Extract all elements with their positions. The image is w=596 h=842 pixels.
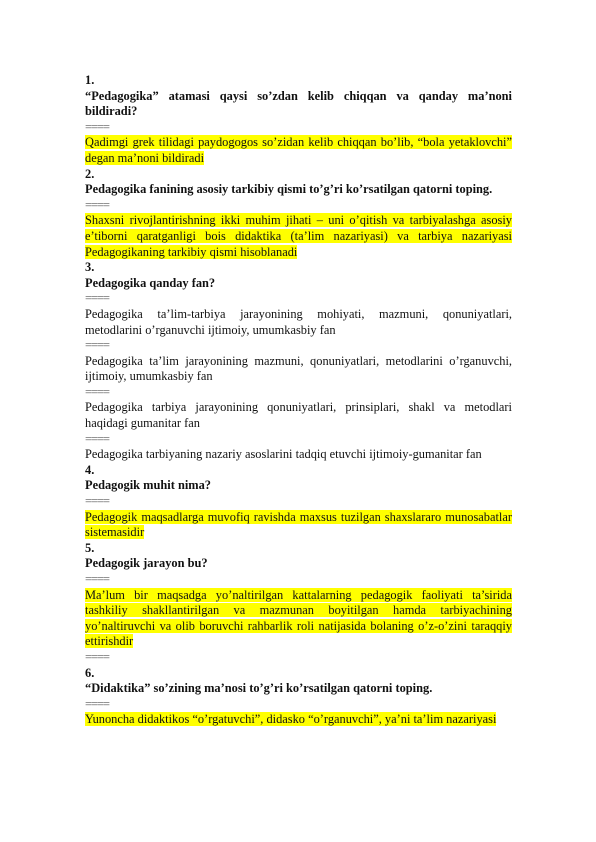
question-text: “Pedagogika” atamasi qaysi so’zdan kelib chiqqan va qanday ma’noni bildiradi? (85, 88, 512, 119)
separator: ==== (85, 572, 109, 586)
separator: ==== (85, 338, 109, 353)
answer-option: Pedagogika ta’lim-tarbiya jarayonining mohiyati, mazmuni, qonuniyatlari, metodlarini o’rganuvchi ijtimoiy, umumkasbiy fan (85, 306, 512, 337)
question-number: 1. (85, 73, 95, 87)
question-block (85, 167, 512, 261)
separator: ==== (85, 696, 109, 711)
separator: ==== (85, 197, 109, 212)
answer-option-correct (85, 510, 512, 541)
question-block (85, 260, 512, 463)
question-text: Pedagogika fanining asosiy tarkibiy qismi to’g’ri ko’rsatilgan qatorni toping. (85, 182, 493, 197)
answer-text: Qadimgi grek tilidagi paydogogos so’zidan kelib chiqqan bo’lib, “bola yetaklovchi” degan ma’noni bildiradi (85, 135, 512, 165)
separator: ==== (85, 291, 109, 306)
separator: ==== (85, 494, 109, 509)
answer-text: Yunoncha didaktikos “o’rgatuvchi”, didasko “o’rganuvchi”, ya’ni ta’lim nazariyasi (85, 712, 497, 727)
separator: ==== (85, 649, 109, 664)
question-block (85, 666, 512, 728)
question-block (85, 73, 512, 167)
question-text: Pedagogik muhit nima? (85, 478, 211, 493)
question-number: 4. (85, 462, 95, 477)
answer-option-correct (85, 213, 512, 260)
question-block (85, 463, 512, 541)
question-number: 6. (85, 665, 95, 680)
answer-option: Pedagogika tarbiyaning nazariy asoslarini tadqiq etuvchi ijtimoiy-gumanitar fan (85, 447, 482, 462)
answer-option-correct (85, 588, 512, 650)
question-number: 3. (85, 260, 95, 275)
question-text: “Didaktika” so’zining ma’nosi to’g’ri ko’rsatilgan qatorni toping. (85, 681, 433, 696)
question-text: Pedagogika qanday fan? (85, 275, 216, 290)
question-text: Pedagogik jarayon bu? (85, 556, 208, 571)
answer-text: Ma’lum bir maqsadga yo’naltirilgan kattalarning pedagogik faoliyati ta’sirida tashkiliy shakllantirilgan va mazmunan boyitilgan hamda tarbiyachining yo’naltiruvchi va olib boruvchi rahbarlik roli natijasida bolaning o’z-o’zini taraqqiy ettirishdir (85, 587, 512, 649)
question-number: 2. (85, 166, 95, 181)
separator: ==== (85, 119, 109, 134)
answer-option-correct (85, 712, 512, 728)
separator: ==== (85, 384, 109, 399)
answer-option-correct (85, 135, 512, 166)
answer-option: Pedagogika tarbiya jarayonining qonuniyatlari, prinsiplari, shakl va metodlari haqidagi gumanitar fan (85, 400, 512, 431)
question-number: 5. (85, 540, 95, 555)
answer-text: Pedagogik maqsadlarga muvofiq ravishda maxsus tuzilgan shaxslararo munosabatlar sistemasidir (85, 509, 512, 540)
document-page (85, 73, 512, 728)
question-block (85, 541, 512, 666)
answer-option: Pedagogika ta’lim jarayonining mazmuni, qonuniyatlari, metodlarini o’rganuvchi, ijtimoiy, umumkasbiy fan (85, 353, 512, 384)
answer-text: Shaxsni rivojlantirishning ikki muhim jihati – uni o’qitish va tarbiyalashga asosiy e’tiborni qaratganligi bois didaktika (ta’lim nazariyasi) va tarbiya nazariyasi Pedagogikaning tarkibiy qismi hisoblanadi (85, 213, 512, 259)
separator: ==== (85, 431, 109, 446)
